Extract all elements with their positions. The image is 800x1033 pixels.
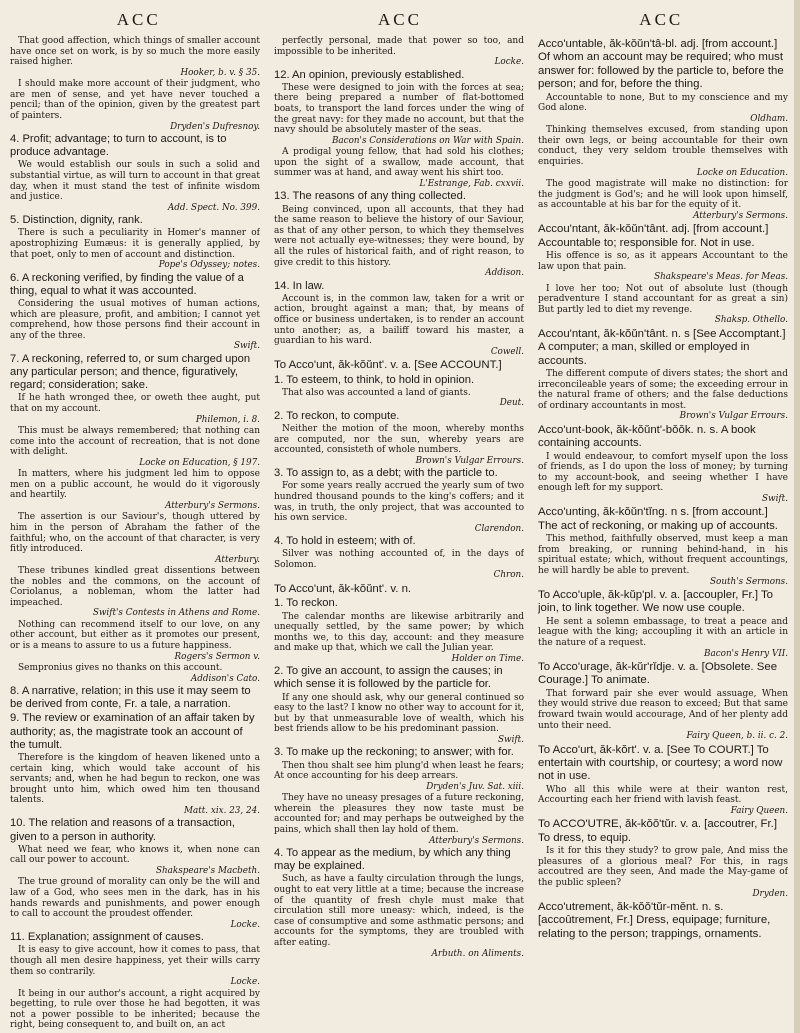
running-header-left: ACC: [116, 10, 161, 29]
citation: Swift.: [498, 735, 524, 746]
quotation: That good affection, which things of smaller account have once set on work, is by so much the more easily raised higher.: [10, 36, 260, 68]
definition: 2. To reckon, to compute.: [274, 409, 400, 422]
citation: Swift.: [234, 341, 260, 352]
citation: Bacon's Henry VII.: [704, 648, 788, 659]
citation: Addison's Cato.: [190, 673, 260, 684]
quotation: The different compute of divers states; the short and irreconcileable years of some; the exceeding errour in the natural frame of others; and the false deductions of ordinary accountants in most.: [538, 369, 788, 411]
headword-entry: To Acco'unt, ăk-kŏŭnt'. v. n.: [274, 582, 412, 595]
quotation: Such, as have a faulty circulation through the lungs, ought to eat very little at a time; because the increase of the quantity of fresh chyle must make that circulation still more uneasy: which, indeed, is the case of consumptive and some asthmatic persons; and accounts for the symptoms, they are troubled with after eating.: [274, 874, 524, 949]
citation: Shaksp. Othello.: [714, 315, 788, 326]
definition: 2. To give an account, to assign the causes; in which sense it is followed by the particle for.: [274, 665, 503, 691]
quotation: Thinking themselves excused, from standing upon their own legs, or being accountable for their own conduct, they very seldom trouble themselves with enquiries.: [538, 125, 788, 167]
definition: 4. To appear as the medium, by which any thing may be explained.: [274, 847, 511, 873]
citation: Locke on Education.: [696, 167, 788, 178]
citation: Matt. xix. 23, 24.: [183, 806, 260, 817]
page-edge: [794, 0, 800, 1033]
citation: Brown's Vulgar Errours.: [415, 455, 524, 466]
quotation: There is such a peculiarity in Homer's manner of apostrophizing Eumæus: it is generally applied, by that poet, only to men of account and distinction.: [10, 228, 260, 260]
citation: Atterbury.: [215, 554, 260, 565]
definition: 5. Distinction, dignity, rank.: [10, 214, 143, 227]
headword-entry: Acco'utrement, ăk-kŏŏ'tŭr-mĕnt. n. s. [accoûtrement, Fr.] Dress, equipage; furniture, relating to the person; trappings, ornaments.: [538, 900, 771, 940]
quotation: The good magistrate will make no distinction: for the judgment is God's; and he will look upon himself, as accountable at his bar for the equity of it.: [538, 179, 788, 211]
definition: 3. To assign to, as a debt; with the particle to.: [274, 467, 498, 480]
quotation: The calendar months are likewise arbitrarily and unequally settled, by the same power; by which months we, to this day, account: and they measure and make up that, which we call the Julian year.: [274, 611, 524, 654]
citation: Hooker, b. v. § 35.: [180, 67, 260, 78]
quotation: Is it for this they study? to grow pale, And miss the pleasures of a glorious meal? For this, in rags accoutred are they seen, And made the May-game of the public spleen?: [538, 846, 788, 888]
citation: Rogers's Sermon v.: [174, 651, 260, 662]
citation: Oldham.: [750, 113, 788, 124]
column-middle: [274, 36, 524, 1032]
citation: Bacon's Considerations on War with Spain.: [331, 135, 524, 146]
quotation: Considering the usual motives of human actions, which are pleasure, profit, and ambition; I cannot yet comprehend, how those persons find their account in any of the three.: [10, 298, 260, 341]
definition: 4. To hold in esteem; with of.: [274, 535, 416, 548]
quotation: Account is, in the common law, taken for a writ or action, brought against a man; that, by means of office or business undertaken, is to render an account unto another; as, a bailiff toward his master, a guardian to his ward.: [274, 293, 524, 347]
quotation: In matters, where his judgment led him to oppose men on a public account, he would do it vigorously and heartily.: [10, 469, 260, 501]
definition: 1. To reckon.: [274, 597, 338, 610]
citation: Shakspeare's Macbeth.: [155, 866, 260, 877]
quotation: Neither the motion of the moon, whereby months are computed, nor the sun, whereby years are accounted, consisteth of whole numbers.: [274, 423, 524, 456]
headword-entry: Accou'ntant, ăk-kŏŭn'tânt. n. s [See Accompt​ant.] A computer; a man, skilled or employed in accounts.: [538, 327, 786, 367]
quotation: His offence is so, as it appears Accountant to the law upon that pain.: [538, 251, 788, 272]
citation: Fairy Queen, b. ii. c. 2.: [686, 731, 788, 742]
citation: Addison.: [485, 268, 524, 279]
citation: Atterbury's Sermons.: [429, 835, 524, 846]
citation: Arbuth. on Aliments.: [431, 948, 524, 959]
quotation: These tribunes kindled great dissentions between the nobles and the commons, on the account of Coriolanus, a nobleman, whom the latter had impeached.: [10, 566, 260, 608]
definition: 12. An opinion, previously established.: [274, 68, 465, 81]
citation: Dryden.: [752, 888, 788, 899]
quotation: It is easy to give account, how it comes to pass, that though all men desire happiness, yet their wills carry them so contrarily.: [10, 945, 260, 977]
headword-entry: Acco'unting, ăk-kŏŭn'tĭng. n s. [from account.] The act of reckoning, or making up of accounts.: [538, 506, 778, 532]
citation: Swift.: [762, 493, 788, 504]
quotation: That also was accounted a land of giants.: [282, 387, 471, 398]
definition: 7. A reckoning, referred to, or sum charged upon any particular person; and thence, figuratively, regard; consideration; sake.: [10, 352, 251, 392]
citation: Atterbury's Sermons.: [693, 210, 788, 221]
quotation: A prodigal young fellow, that had sold his clothes; upon the sight of a swallow, made account, that summer was at hand, and away went his shirt too.: [274, 147, 524, 179]
quotation: If any one should ask, why our general continued so easy to the last? I know no other way to account for it, but by that unmeasurable love of wealth, which his best friends allow to be his predominant passion.: [274, 692, 524, 735]
headword-entry: To ACCO'UTRE, ăk-kŏŏ'tŭr. v. a. [accoutrer, Fr.] To dress, to equip.: [538, 818, 777, 844]
citation: Cowell.: [490, 346, 524, 357]
citation: Atterbury's Sermons.: [165, 500, 260, 511]
definition: 1. To esteem, to think, to hold in opinion.: [274, 373, 475, 386]
citation: Deut.: [499, 398, 524, 409]
citation: Pope's Odyssey; notes.: [158, 260, 260, 271]
quotation: Therefore is the kingdom of heaven likened unto a certain king, which would take account of his servants; and, when he had begun to reckon, one was brought unto him, which owed him ten thousand talents.: [10, 753, 260, 806]
quotation: Who all this while were at their wanton rest, Accourting each her friend with lavish feast.: [538, 784, 788, 806]
column-left: [10, 36, 260, 1032]
definition: 9. The review or examination of an affair taken by authority; as, the magistrate took an account of the tumult.: [10, 712, 255, 751]
definition: 3. To make up the reckoning; to answer; with for.: [274, 746, 514, 759]
quotation: This method, faithfully observed, must keep a man from breaking, or running behind-hand, in his spiritual estate; which, without frequent accountings, he will hardly be able to prevent.: [538, 534, 788, 576]
definition: 6. A reckoning verified, by finding the value of a thing, equal to what it was accounted.: [10, 271, 244, 297]
quotation: These were designed to join with the forces at sea; there being prepared a number of flat-bottomed boats, to transport the land forces under the wing of the great navy: for they made no account, but that the navy should be absolutely master of the seas.: [274, 82, 524, 136]
quotation: He sent a solemn embassage, to treat a peace and league with the king; accoupling it with an article in the nature of a request.: [538, 616, 788, 648]
quotation: Nothing can recommend itself to our love, on any other account, but either as it promotes our present, or is a means to assure to us a future happiness.: [10, 619, 260, 652]
headword-entry: To Acco'uple, ăk-kŭp'pl. v. a. [accoupler, Fr.] To join, to link together. We now use couple.: [538, 588, 774, 615]
quotation: Then thou shalt see him plung'd when least he fears; At once accounting for his deep arrears.: [274, 760, 524, 782]
citation: Clarendon.: [474, 523, 524, 534]
headword-entry: To Acco'unt, ăk-kŏŭnt'. v. a. [See ACCOUNT.]: [274, 359, 502, 372]
running-headers: [10, 6, 790, 36]
citation: L'Estrange, Fab. cxxvii.: [419, 178, 524, 189]
quotation: This must be always remembered; that nothing can come into the account of recreation, that is not done with delight.: [10, 425, 260, 458]
citation: Dryden's Juv. Sat. xiii.: [426, 781, 524, 792]
quotation: It being in our author's account, a right acquired by begetting, to rule over those he had begotten, it was not a power possible to be inherited; because the right, being consequent to, and built on, an act: [10, 988, 260, 1031]
citation: Add. Spect. No. 399.: [167, 202, 260, 213]
citation: Locke.: [230, 919, 260, 930]
citation: Locke.: [230, 977, 260, 988]
quotation: The true ground of morality can only be the will and law of a God, who sees men in the dark, has in his hands rewards and punishments, and power enough to call to account the proudest offender.: [10, 877, 260, 920]
citation: Chron.: [493, 570, 524, 581]
quotation: The assertion is our Saviour's, though uttered by him in the person of Abraham the father of the faithful; who, on the account of that character, is very fitly introduced.: [10, 512, 260, 555]
quotation: Silver was nothing accounted of, in the days of Solomon.: [274, 549, 524, 570]
running-header-right: ACC: [639, 10, 684, 29]
quotation: Sempronius gives no thanks on this account.: [18, 663, 223, 674]
definition: 13. The reasons of any thing collected.: [274, 190, 466, 203]
quotation: We would establish our souls in such a solid and substantial virtue, as will turn to account in that great day, when it must stand the test of infinite wisdom and justice.: [10, 160, 260, 203]
quotation: Accountable to none, But to my conscience and my God alone.: [538, 92, 788, 114]
citation: Locke on Education, § 197.: [139, 457, 260, 468]
headword-entry: Accou'ntant, ăk-kŏŭn'tânt. adj. [from account.] Accountable to; responsible for. Not in use.: [538, 223, 769, 249]
citation: Swift's Contests in Athens and Rome.: [92, 608, 260, 619]
running-header-center: ACC: [378, 10, 422, 29]
quotation: If he hath wronged thee, or oweth thee aught, put that on my account.: [10, 393, 260, 414]
quotation: perfectly personal, made that power so too, and impossible to be inherited.: [274, 36, 524, 57]
quotation: I love her too; Not out of absolute lust (though peradventure I stand accountant for as great a sin) But partly led to diet my revenge.: [538, 283, 788, 315]
quotation: Being convinced, upon all accounts, that they had the same reason to believe the history of our Saviour, as that of any other person, to which they themselves were not actually eye-witnesses; they were bound, by all the rules of historical faith, and of right reason, to give credit to this history.: [274, 204, 524, 268]
quotation: What need we fear, who knows it, when none can call our power to account.: [10, 844, 260, 866]
citation: Fairy Queen.: [730, 805, 788, 816]
quotation: I would endeavour, to comfort myself upon the loss of friends, as I do upon the loss of money; by turning to my account-book, and seeing whether I have enough left for my support.: [538, 451, 788, 494]
quotation: For some years really accrued the yearly sum of two hundred thousand pounds to the king's coffers; and it was, in truth, the only project, that was accounted to his own service.: [274, 481, 524, 524]
definition: 10. The relation and reasons of a transaction, given to a person in authority.: [10, 817, 235, 843]
definition: 14. In law.: [274, 279, 325, 292]
citation: Holder on Time.: [451, 653, 524, 664]
headword-entry: Acco'unt-book, ăk-kŏŭnt'-bŏŏk. n. s. A book containing accounts.: [538, 423, 756, 450]
headword-entry: Acco'untable, ăk-kŏŭn'tâ-bl. adj. [from account.] Of whom an account may be required; who must answer for: followed by the particle to, before the person; and for, before the thing.: [538, 38, 784, 91]
headword-entry: To Acco'urt, ăk-kŏrt'. v. a. [See To COURT.] To entertain with courtship, or courtesy; a word now not in use.: [538, 743, 783, 783]
definition: 4. Profit; advantage; to turn to account, is to produce advantage.: [10, 132, 227, 159]
headword-entry: To Acco'urage, ăk-kŭr'rĭdje. v. a. [Obsolete. See Courage.] To animate.: [538, 660, 778, 687]
citation: Shakspeare's Meas. for Meas.: [654, 272, 788, 283]
quotation: They have no uneasy presages of a future reckoning, wherein the pleasures they now taste must be accounted for; and may perhaps be outweighed by the pains, which shall then lay hold of them.: [274, 793, 524, 836]
quotation: That forward pair she ever would assuage, When they would strive due reason to exceed; But that same froward twain would accourage, And of her plenty add unto their need.: [538, 688, 788, 731]
citation: Philemon, i. 8.: [195, 414, 260, 425]
citation: Dryden's Dufresnoy.: [170, 121, 260, 132]
quotation: I should make more account of their judgment, who are men of sense, and yet have never touched a pencil; than of the opinion, given by the greatest part of painters.: [10, 79, 260, 121]
citation: Brown's Vulgar Errours.: [679, 411, 788, 422]
column-right: [538, 36, 788, 1032]
citation: South's Sermons.: [710, 576, 788, 587]
definition: 8. A narrative, relation; in this use it may seem to be derived from conte, Fr. a tale, a narration.: [10, 685, 251, 711]
definition: 11. Explanation; assignment of causes.: [10, 931, 204, 944]
citation: Locke.: [494, 57, 524, 68]
